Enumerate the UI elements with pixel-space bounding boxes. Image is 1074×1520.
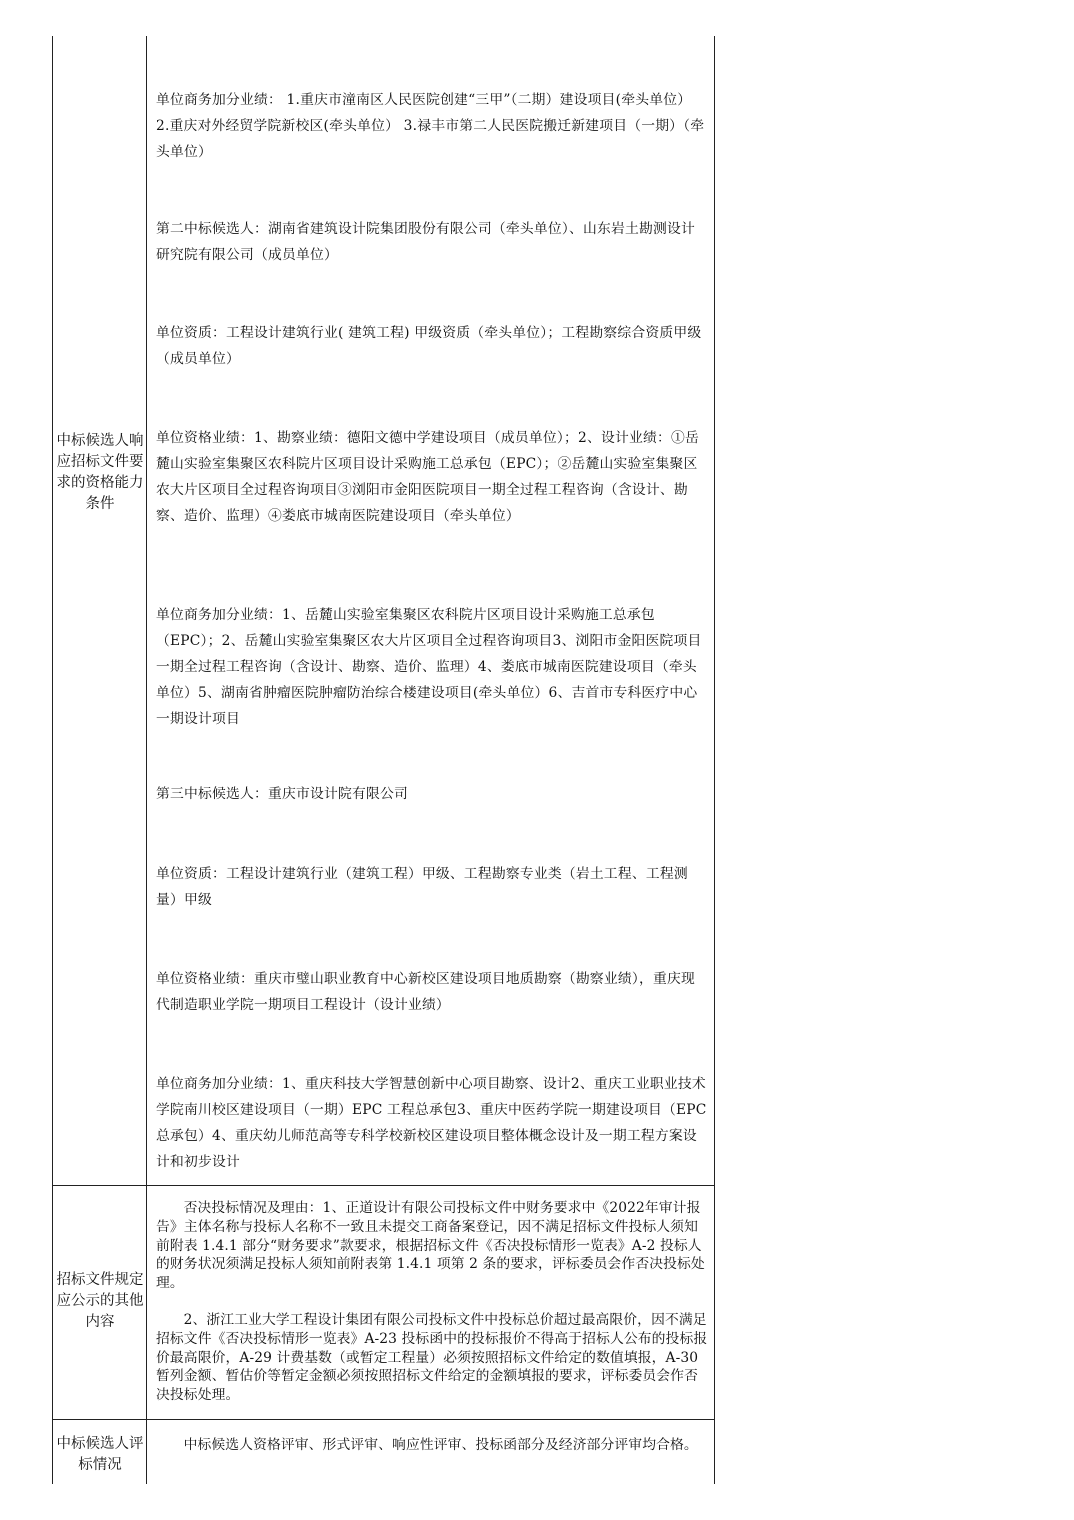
rejection-reason-2: 2、浙江工业大学工程设计集团有限公司投标文件中投标总价超过最高限价，因不满足招标文件《否决投标情形一览表》A-23 投标函中的投标报价不得高于招标人公布的投标报价最高限价，A-29 计费基数（或暂定工程量）必须按照招标文件给定的数值填报，A-30 暂列金额、暂估价等暂定金额必须按照招标文件给定的金额填报的要求，评标委员会作否决投标处理。 (156, 1312, 708, 1404)
third-candidate-name: 第三中标候选人：重庆市设计院有限公司 (156, 786, 408, 802)
evaluation-row-label: 中标候选人评标情况 (56, 1436, 144, 1473)
table-right-border (714, 36, 715, 1484)
second-candidate-qualification: 单位资质：工程设计建筑行业( 建筑工程) 甲级资质（牵头单位）；工程勘察综合资质甲级（成员单位） (156, 325, 702, 367)
rejection-reason-1: 否决投标情况及理由：1、正道设计有限公司投标文件中财务要求中《2022年审计报告》主体名称与投标人名称不一致且未提交工商备案登记，因不满足招标文件投标人须知前附表 1.4.1 部分“财务要求”款要求，根据招标文件《否决投标情形一览表》A-2 投标人的财务状况须满足投标人须知前附表第 1.4.1 项第 2 条的要求，评标委员会作否决投标处理。 (156, 1200, 705, 1292)
second-candidate-name: 第二中标候选人：湖南省建筑设计院集团股份有限公司（牵头单位）、山东岩土勘测设计研究院有限公司（成员单位） (156, 221, 695, 263)
table-column-divider (146, 36, 147, 1484)
row-divider-2 (52, 1419, 715, 1420)
third-candidate-qualification-performance: 单位资格业绩：重庆市璧山职业教育中心新校区建设项目地质勘察（勘察业绩），重庆现代制造职业学院一期项目工程设计（设计业绩） (156, 971, 695, 1013)
third-candidate-qualification: 单位资质：工程设计建筑行业（建筑工程）甲级、工程勘察专业类（岩土工程、工程测量）甲级 (156, 866, 688, 908)
third-candidate-commercial-performance: 单位商务加分业绩：1、重庆科技大学智慧创新中心项目勘察、设计2、重庆工业职业技术学院南川校区建设项目（一期）EPC 工程总承包3、重庆中医药学院一期建设项目（EPC 总承包）4、重庆幼儿师范高等专科学校新校区建设项目整体概念设计及一期工程方案设计和初步设计 (156, 1076, 707, 1170)
table-left-border (52, 36, 53, 1484)
second-candidate-commercial-performance: 单位商务加分业绩：1、岳麓山实验室集聚区农科院片区项目设计采购施工总承包（EPC）；2、岳麓山实验室集聚区农大片区项目全过程咨询项目3、浏阳市金阳医院项目一期全过程工程咨询（含设计、勘察、造价、监理）4、娄底市城南医院建设项目（牵头单位）5、湖南省肿瘤医院肿瘤防治综合楼建设项目(牵头单位）6、吉首市专科医疗中心一期设计项目 (156, 607, 702, 727)
other-content-row-label: 招标文件规定应公示的其他内容 (56, 1272, 144, 1330)
first-candidate-commercial-performance: 单位商务加分业绩： 1.重庆市潼南区人民医院创建“三甲”（二期）建设项目(牵头单位） 2.重庆对外经贸学院新校区(牵头单位） 3.禄丰市第二人民医院搬迁新建项目（一期）（牵头单位） (156, 92, 705, 160)
second-candidate-qualification-performance: 单位资格业绩：1、勘察业绩：德阳文德中学建设项目（成员单位）；2、设计业绩：①岳麓山实验室集聚区农科院片区项目设计采购施工总承包（EPC）；②岳麓山实验室集聚区农大片区项目全过程咨询项目③浏阳市金阳医院项目一期全过程工程咨询（含设计、勘察、造价、监理）④娄底市城南医院建设项目（牵头单位） (156, 430, 699, 524)
evaluation-result: 中标候选人资格评审、形式评审、响应性评审、投标函部分及经济部分评审均合格。 (183, 1437, 698, 1453)
qualification-row-label: 中标候选人响应招标文件要求的资格能力条件 (56, 433, 144, 512)
row-divider-1 (52, 1185, 715, 1186)
